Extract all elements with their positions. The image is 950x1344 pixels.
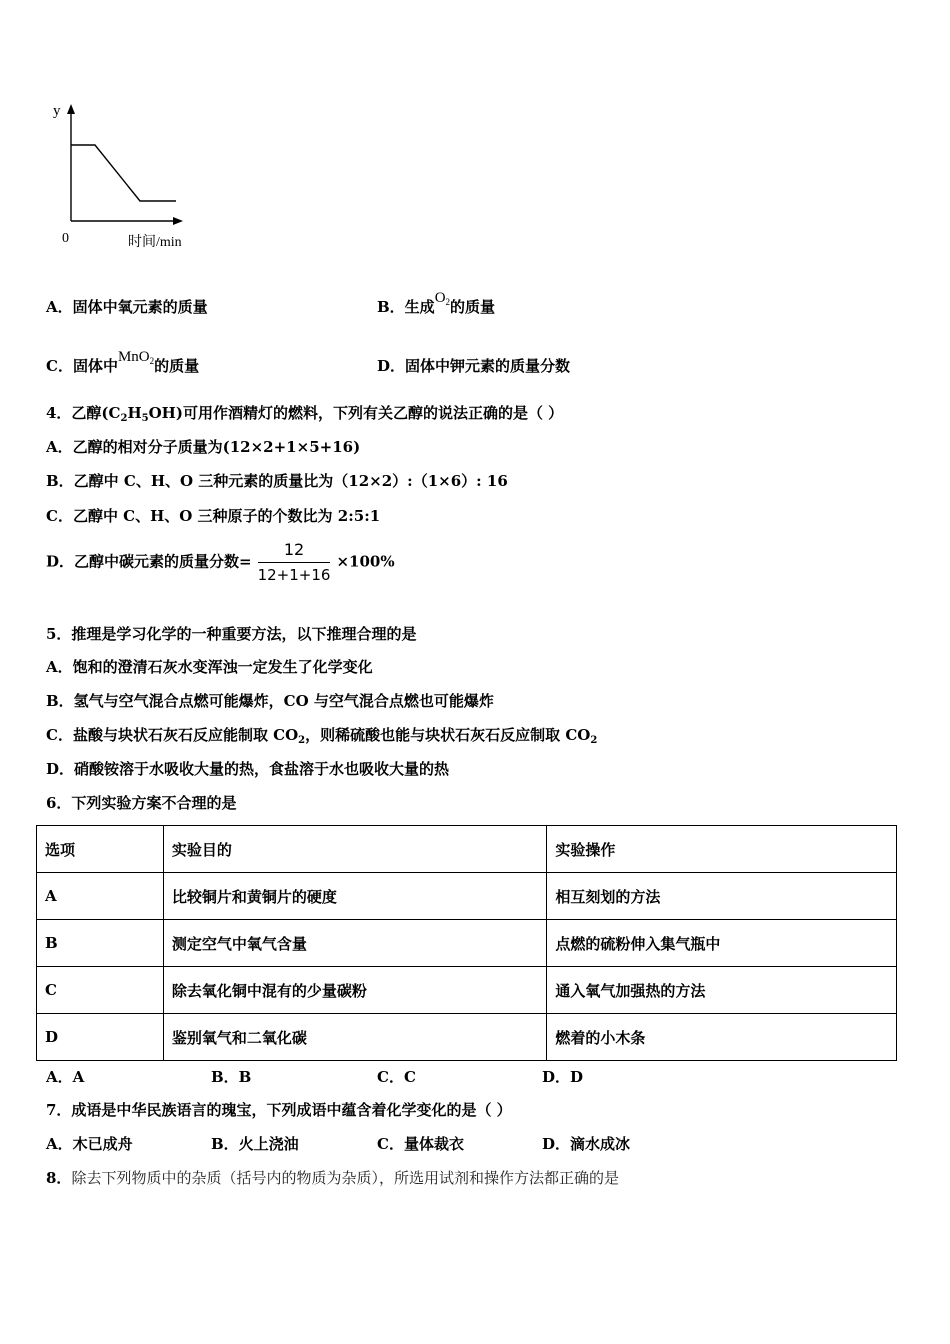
q7-option-a: A．木已成舟 — [46, 1135, 133, 1153]
x-axis-arrow — [173, 217, 183, 225]
q4-option-c: C．乙醇中 C、H、O 三种原子的个数比为 2:5:1 — [46, 507, 381, 525]
q6-option-d: D．D — [542, 1068, 584, 1086]
table-cell: 燃着的小木条 — [547, 1014, 897, 1061]
table-cell: 相互刻划的方法 — [547, 873, 897, 920]
table-cell: 鉴别氧气和二氧化碳 — [163, 1014, 547, 1061]
q4-option-a: A．乙醇的相对分子质量为(12×2+1×5+16) — [46, 438, 361, 456]
experiment-table — [36, 825, 897, 1061]
graph-line — [71, 145, 176, 201]
table-cell: 通入氧气加强热的方法 — [547, 967, 897, 1014]
table-row — [37, 967, 897, 1014]
q7-option-c: C．量体裁衣 — [377, 1135, 464, 1153]
q6-option-a: A．A — [46, 1068, 85, 1086]
q3-option-c-prefix: C．固体中 — [46, 357, 118, 375]
fraction-numerator: 12 — [258, 540, 331, 563]
q5-option-a: A．饱和的澄清石灰水变浑浊一定发生了化学变化 — [46, 658, 373, 676]
header-option: 选项 — [37, 826, 164, 873]
q3-option-b — [377, 290, 496, 322]
graph-origin-label: 0 — [62, 231, 69, 246]
table-cell: C — [37, 967, 164, 1014]
q3-option-c-suffix: 的质量 — [154, 357, 200, 375]
fraction-denominator: 12+1+16 — [257, 566, 331, 584]
table-cell: 测定空气中氧气含量 — [163, 920, 547, 967]
table-cell: D — [37, 1014, 164, 1061]
q8-stem — [46, 1168, 619, 1188]
q4-option-b: B．乙醇中 C、H、O 三种元素的质量比为（12×2）:（1×6）: 16 — [46, 472, 508, 490]
q3-option-b-suffix: 的质量 — [450, 298, 496, 316]
q6-option-c: C．C — [377, 1068, 416, 1086]
table-row — [37, 1014, 897, 1061]
q5-option-c: C．盐酸与块状石灰石反应能制取 $CO_2$，则稀硫酸也能与块状石灰石反应制取 $CO_2$ — [46, 726, 598, 746]
q7-option-b: B．火上浇油 — [211, 1135, 299, 1153]
q4-option-d-suffix: ×100% — [336, 552, 395, 571]
q8-text: 除去下列物质中的杂质（括号内的物质为杂质），所选用试剂和操作方法都正确的是 — [71, 1169, 619, 1187]
q5-option-d: D．硝酸铵溶于水吸收大量的热，食盐溶于水也吸收大量的热 — [46, 760, 450, 778]
table-cell: 点燃的硫粉伸入集气瓶中 — [547, 920, 897, 967]
q7-stem: 7．成语是中华民族语言的瑰宝，下列成语中蕴含着化学变化的是（ ） — [46, 1101, 512, 1119]
q4-option-d-prefix: D．乙醇中碳元素的质量分数= — [46, 552, 252, 571]
q5-option-b: B．氢气与空气混合点燃可能爆炸，CO 与空气混合点燃也可能爆炸 — [46, 692, 494, 710]
q8-number: 8． — [46, 1169, 72, 1187]
y-axis-arrow — [67, 104, 75, 114]
graph-y-label: y — [53, 103, 61, 119]
q3-option-b-chem: $O_2$ — [434, 290, 451, 307]
q4-option-d — [46, 540, 395, 585]
q3-option-d: D．固体中钾元素的质量分数 — [377, 357, 571, 375]
q3-option-c-chem: MnO$_2$ — [117, 349, 155, 366]
q6-option-b: B．B — [211, 1068, 252, 1086]
graph-x-label: 时间/min — [128, 235, 182, 250]
q3-option-b-prefix: B．生成 — [377, 298, 435, 316]
table-cell: A — [37, 873, 164, 920]
line-graph — [40, 100, 220, 250]
table-cell: 除去氧化铜中混有的少量碳粉 — [163, 967, 547, 1014]
table-cell: 比较铜片和黄铜片的硬度 — [163, 873, 547, 920]
q4-stem: 4．乙醇$(C_2H_5OH)$可用作酒精灯的燃料，下列有关乙醇的说法正确的是（ ） — [46, 404, 564, 424]
q6-stem: 6．下列实验方案不合理的是 — [46, 794, 237, 812]
q3-option-c — [46, 349, 200, 381]
table-header-row — [37, 826, 897, 873]
q3-option-a: A．固体中氧元素的质量 — [46, 298, 208, 316]
table-cell: B — [37, 920, 164, 967]
table-row — [37, 920, 897, 967]
header-operation: 实验操作 — [547, 826, 897, 873]
q5-stem: 5．推理是学习化学的一种重要方法，以下推理合理的是 — [46, 625, 417, 643]
header-purpose: 实验目的 — [163, 826, 547, 873]
fraction — [258, 540, 331, 585]
table-row — [37, 873, 897, 920]
q7-option-d: D．滴水成冰 — [542, 1135, 631, 1153]
